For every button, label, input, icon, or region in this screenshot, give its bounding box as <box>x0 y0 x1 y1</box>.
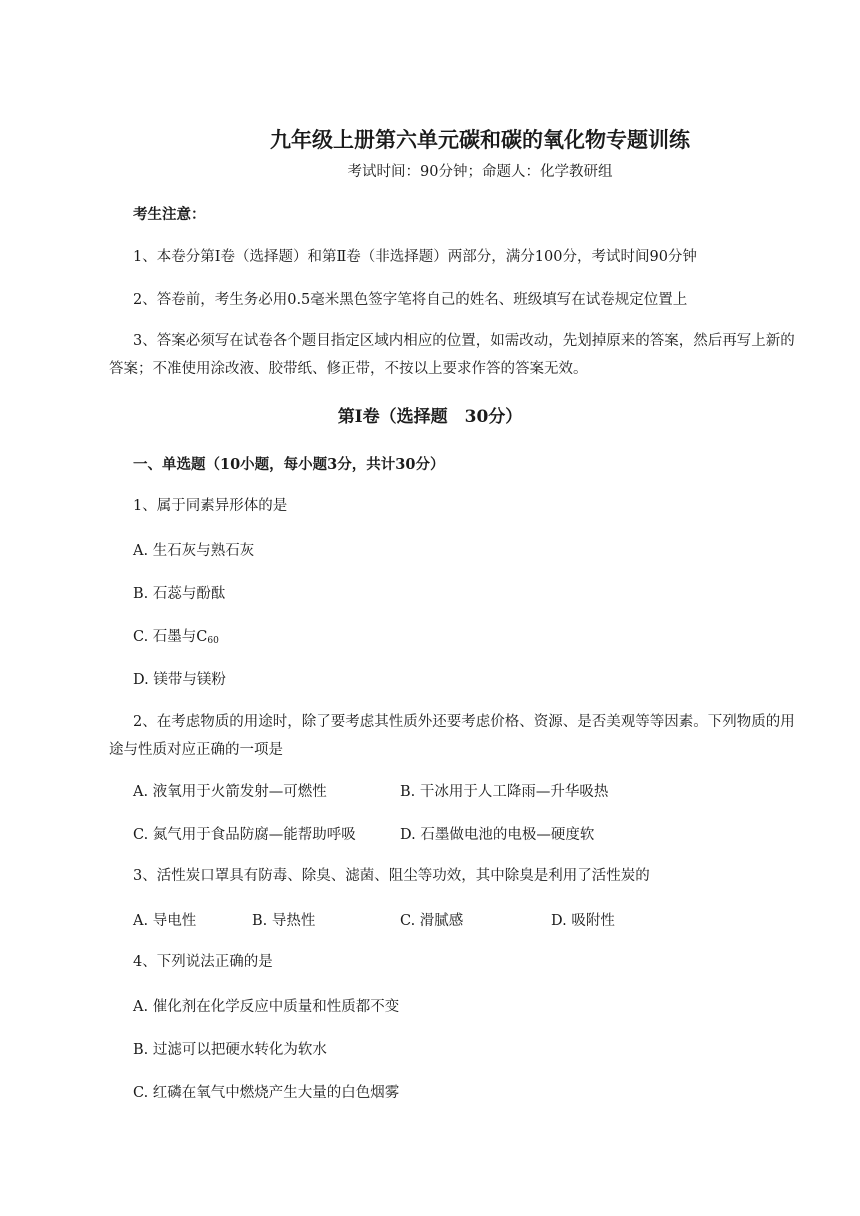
part-heading: 一、单选题（10小题，每小题3分，共计30分） <box>133 456 445 473</box>
question-1-option-b: B. 石蕊与酚酞 <box>133 586 226 602</box>
section-title: 第Ⅰ卷（选择题 30分） <box>337 407 523 427</box>
exam-subtitle: 考试时间：90分钟；命题人：化学教研组 <box>347 164 613 180</box>
question-3-option-a: A. 导电性 <box>133 913 197 929</box>
question-1-option-a: A. 生石灰与熟石灰 <box>133 543 255 559</box>
question-2-option-d: D. 石墨做电池的电极—硬度软 <box>400 827 595 843</box>
option-c-text: C. 石墨与C <box>133 629 208 645</box>
question-1-stem: 1、属于同素异形体的是 <box>133 498 288 514</box>
notice-item-1: 1、本卷分第Ⅰ卷（选择题）和第Ⅱ卷（非选择题）两部分，满分100分，考试时间90分钟 <box>133 249 697 265</box>
notice-item-2: 2、答卷前，考生务必用0.5毫米黑色签字笔将自己的姓名、班级填写在试卷规定位置上 <box>133 292 688 308</box>
question-3-option-c: C. 滑腻感 <box>400 913 464 929</box>
question-2-option-c: C. 氮气用于食品防腐—能帮助呼吸 <box>133 827 356 843</box>
question-3-option-b: B. 导热性 <box>252 913 316 929</box>
question-3-stem: 3、活性炭口罩具有防毒、除臭、滤菌、阻尘等功效，其中除臭是利用了活性炭的 <box>133 868 650 884</box>
question-3-option-d: D. 吸附性 <box>551 913 615 929</box>
question-1-option-c <box>133 625 219 646</box>
question-4-option-b: B. 过滤可以把硬水转化为软水 <box>133 1042 327 1058</box>
notice-item-3: 3、答案必须写在试卷各个题目指定区域内相应的位置，如需改动，先划掉原来的答案，然后再写上新的答案；不准使用涂改液、胶带纸、修正带，不按以上要求作答的答案无效。 <box>109 333 795 377</box>
question-4-stem: 4、下列说法正确的是 <box>133 954 273 970</box>
question-2-option-b: B. 干冰用于人工降雨—升华吸热 <box>400 784 609 800</box>
question-4-option-a: A. 催化剂在化学反应中质量和性质都不变 <box>133 999 400 1015</box>
question-1-option-d: D. 镁带与镁粉 <box>133 672 226 688</box>
question-4-option-c: C. 红磷在氧气中燃烧产生大量的白色烟雾 <box>133 1085 400 1101</box>
c60-subscript: 60 <box>207 636 219 646</box>
page-title: 九年级上册第六单元碳和碳的氧化物专题训练 <box>270 127 690 152</box>
question-2-stem: 2、在考虑物质的用途时，除了要考虑其性质外还要考虑价格、资源、是否美观等等因素。下列物质的用途与性质对应正确的一项是 <box>109 714 795 758</box>
question-2-option-a: A. 液氧用于火箭发射—可燃性 <box>133 784 327 800</box>
notice-heading: 考生注意： <box>133 206 206 223</box>
